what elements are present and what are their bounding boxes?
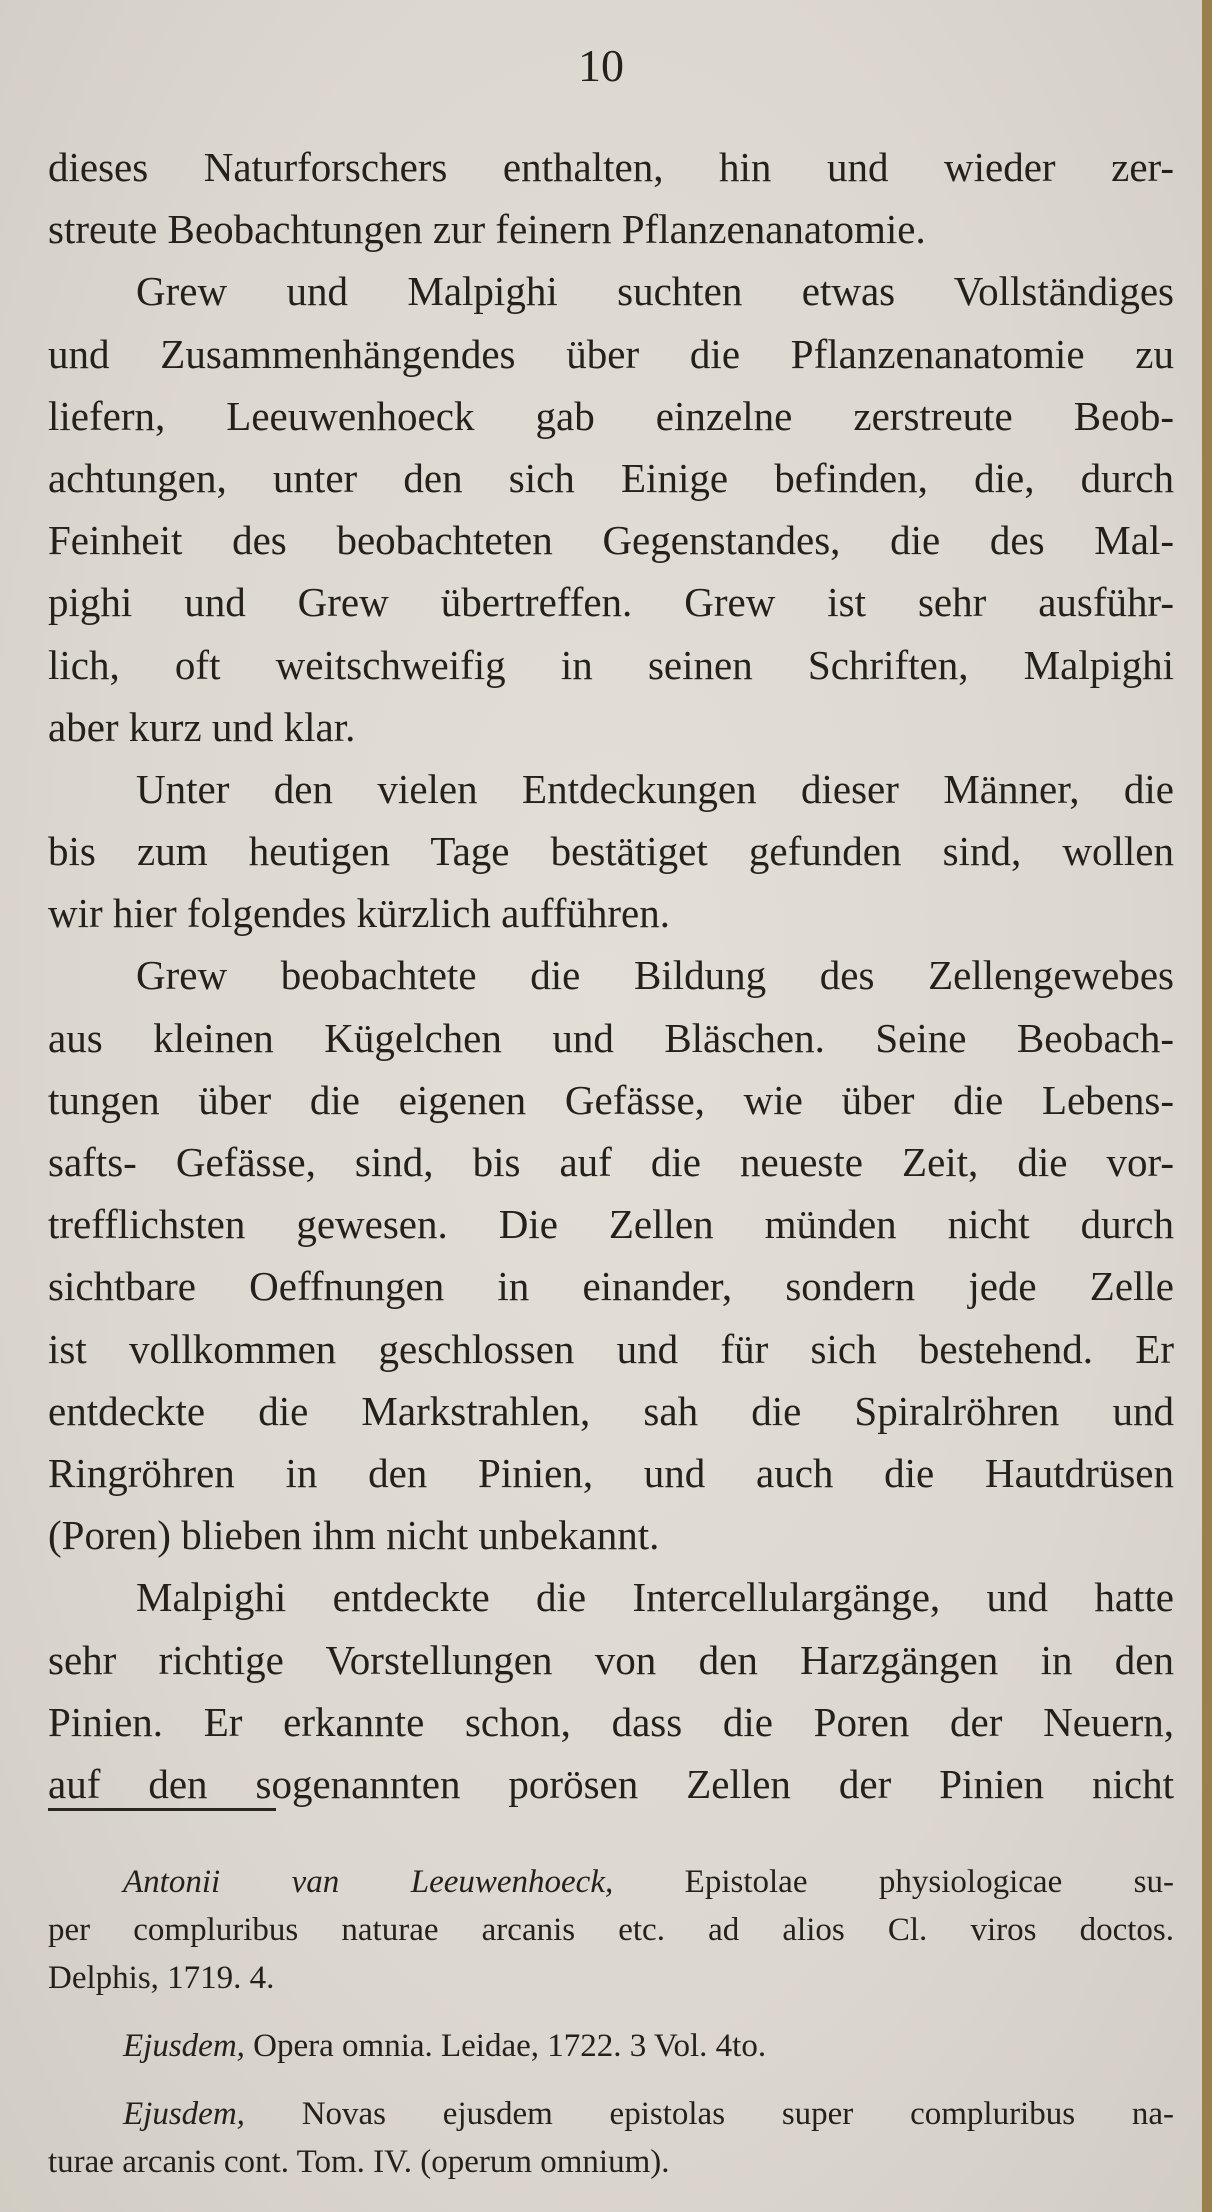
- footnote-text: Delphis, 1719. 4.: [48, 1960, 275, 1996]
- text-line: bis zum heutigen Tage bestätiget gefunden sind, wollen: [48, 828, 1174, 875]
- footnote-line: [48, 1906, 1174, 1954]
- footnote-gap: [48, 2070, 1174, 2090]
- footnotes: [48, 1858, 1174, 2186]
- text-line: achtungen, unter den sich Einige befinden, die, durch: [48, 454, 1174, 501]
- footnote-text: Opera omnia. Leidae, 1722. 3 Vol. 4to.: [244, 2028, 767, 2064]
- footnote: [48, 2022, 1174, 2070]
- text-line: sehr richtige Vorstellungen von den Harzgängen in den: [48, 1636, 1174, 1683]
- text-line: sichtbare Oeffnungen in einander, sondern jede Zelle: [48, 1263, 1174, 1310]
- footnote-text: per compluribus naturae arcanis etc. ad alios Cl. viros doctos.: [48, 1912, 1174, 1948]
- text-line: dieses Naturforschers enthalten, hin und wieder zer-: [48, 144, 1174, 190]
- text-line: streute Beobachtungen zur feinern Pflanzenanatomie.: [48, 206, 926, 253]
- footnote: [48, 2090, 1174, 2186]
- text-line: Unter den vielen Entdeckungen dieser Männer, die: [136, 765, 1174, 812]
- footnote-line: [48, 2090, 1174, 2138]
- footnote-text: Novas ejusdem epistolas super compluribus na-: [244, 2096, 1174, 2132]
- text-line: entdeckte die Markstrahlen, sah die Spiralröhren und: [48, 1387, 1174, 1434]
- text-line: (Poren) blieben ihm nicht unbekannt.: [48, 1512, 660, 1559]
- text-line: Feinheit des beobachteten Gegenstandes, die des Mal-: [48, 517, 1174, 564]
- text-line: Grew beobachtete die Bildung des Zellengewebes: [136, 952, 1174, 999]
- text-line: ist vollkommen geschlossen und für sich bestehend. Er: [48, 1325, 1174, 1372]
- text-line: auf den sogenannten porösen Zellen der Pinien nicht: [48, 1760, 1174, 1807]
- footnote-author: Antonii van Leeuwenhoeck,: [123, 1864, 614, 1900]
- text-line: aus kleinen Kügelchen und Bläschen. Seine Beobach-: [48, 1014, 1174, 1061]
- text-line: Pinien. Er erkannte schon, dass die Poren der Neuern,: [48, 1698, 1174, 1745]
- text-line: Grew und Malpighi suchten etwas Vollständiges: [136, 268, 1174, 315]
- text-line: tungen über die eigenen Gefässe, wie über die Lebens-: [48, 1076, 1174, 1123]
- footnote-text: turae arcanis cont. Tom. IV. (operum omnium).: [48, 2144, 670, 2180]
- footnote: [48, 1858, 1174, 2002]
- body-text: [48, 136, 1174, 1815]
- footnote-author: Ejusdem,: [123, 2096, 245, 2132]
- footnote-line: [48, 1858, 1174, 1906]
- text-line: und Zusammenhängendes über die Pflanzenanatomie zu: [48, 330, 1174, 377]
- text-line: trefflichsten gewesen. Die Zellen münden nicht durch: [48, 1201, 1174, 1248]
- text-line: Malpighi entdeckte die Intercellulargänge, und hatte: [136, 1574, 1174, 1621]
- footnote-divider: [48, 1808, 276, 1811]
- footnote-line: [48, 2022, 1174, 2070]
- text-line: pighi und Grew übertreffen. Grew ist sehr ausführ-: [48, 579, 1174, 626]
- text-line: wir hier folgendes kürzlich aufführen.: [48, 890, 670, 937]
- footnote-line: [48, 1954, 1174, 2002]
- footnote-gap: [48, 2002, 1174, 2022]
- text-line: safts- Gefässe, sind, bis auf die neueste Zeit, die vor-: [48, 1139, 1174, 1185]
- footnote-author: Ejusdem,: [123, 2028, 245, 2064]
- page-number: 10: [578, 40, 624, 91]
- text-line: aber kurz und klar.: [48, 703, 356, 750]
- text-line: lich, oft weitschweifig in seinen Schriften, Malpighi: [48, 641, 1174, 688]
- footnote-text: Epistolae physiologicae su-: [613, 1864, 1174, 1900]
- text-line: liefern, Leeuwenhoeck gab einzelne zerstreute Beob-: [48, 392, 1174, 439]
- text-line: Ringröhren in den Pinien, und auch die Hautdrüsen: [48, 1449, 1174, 1496]
- footnote-line: [48, 2138, 1174, 2186]
